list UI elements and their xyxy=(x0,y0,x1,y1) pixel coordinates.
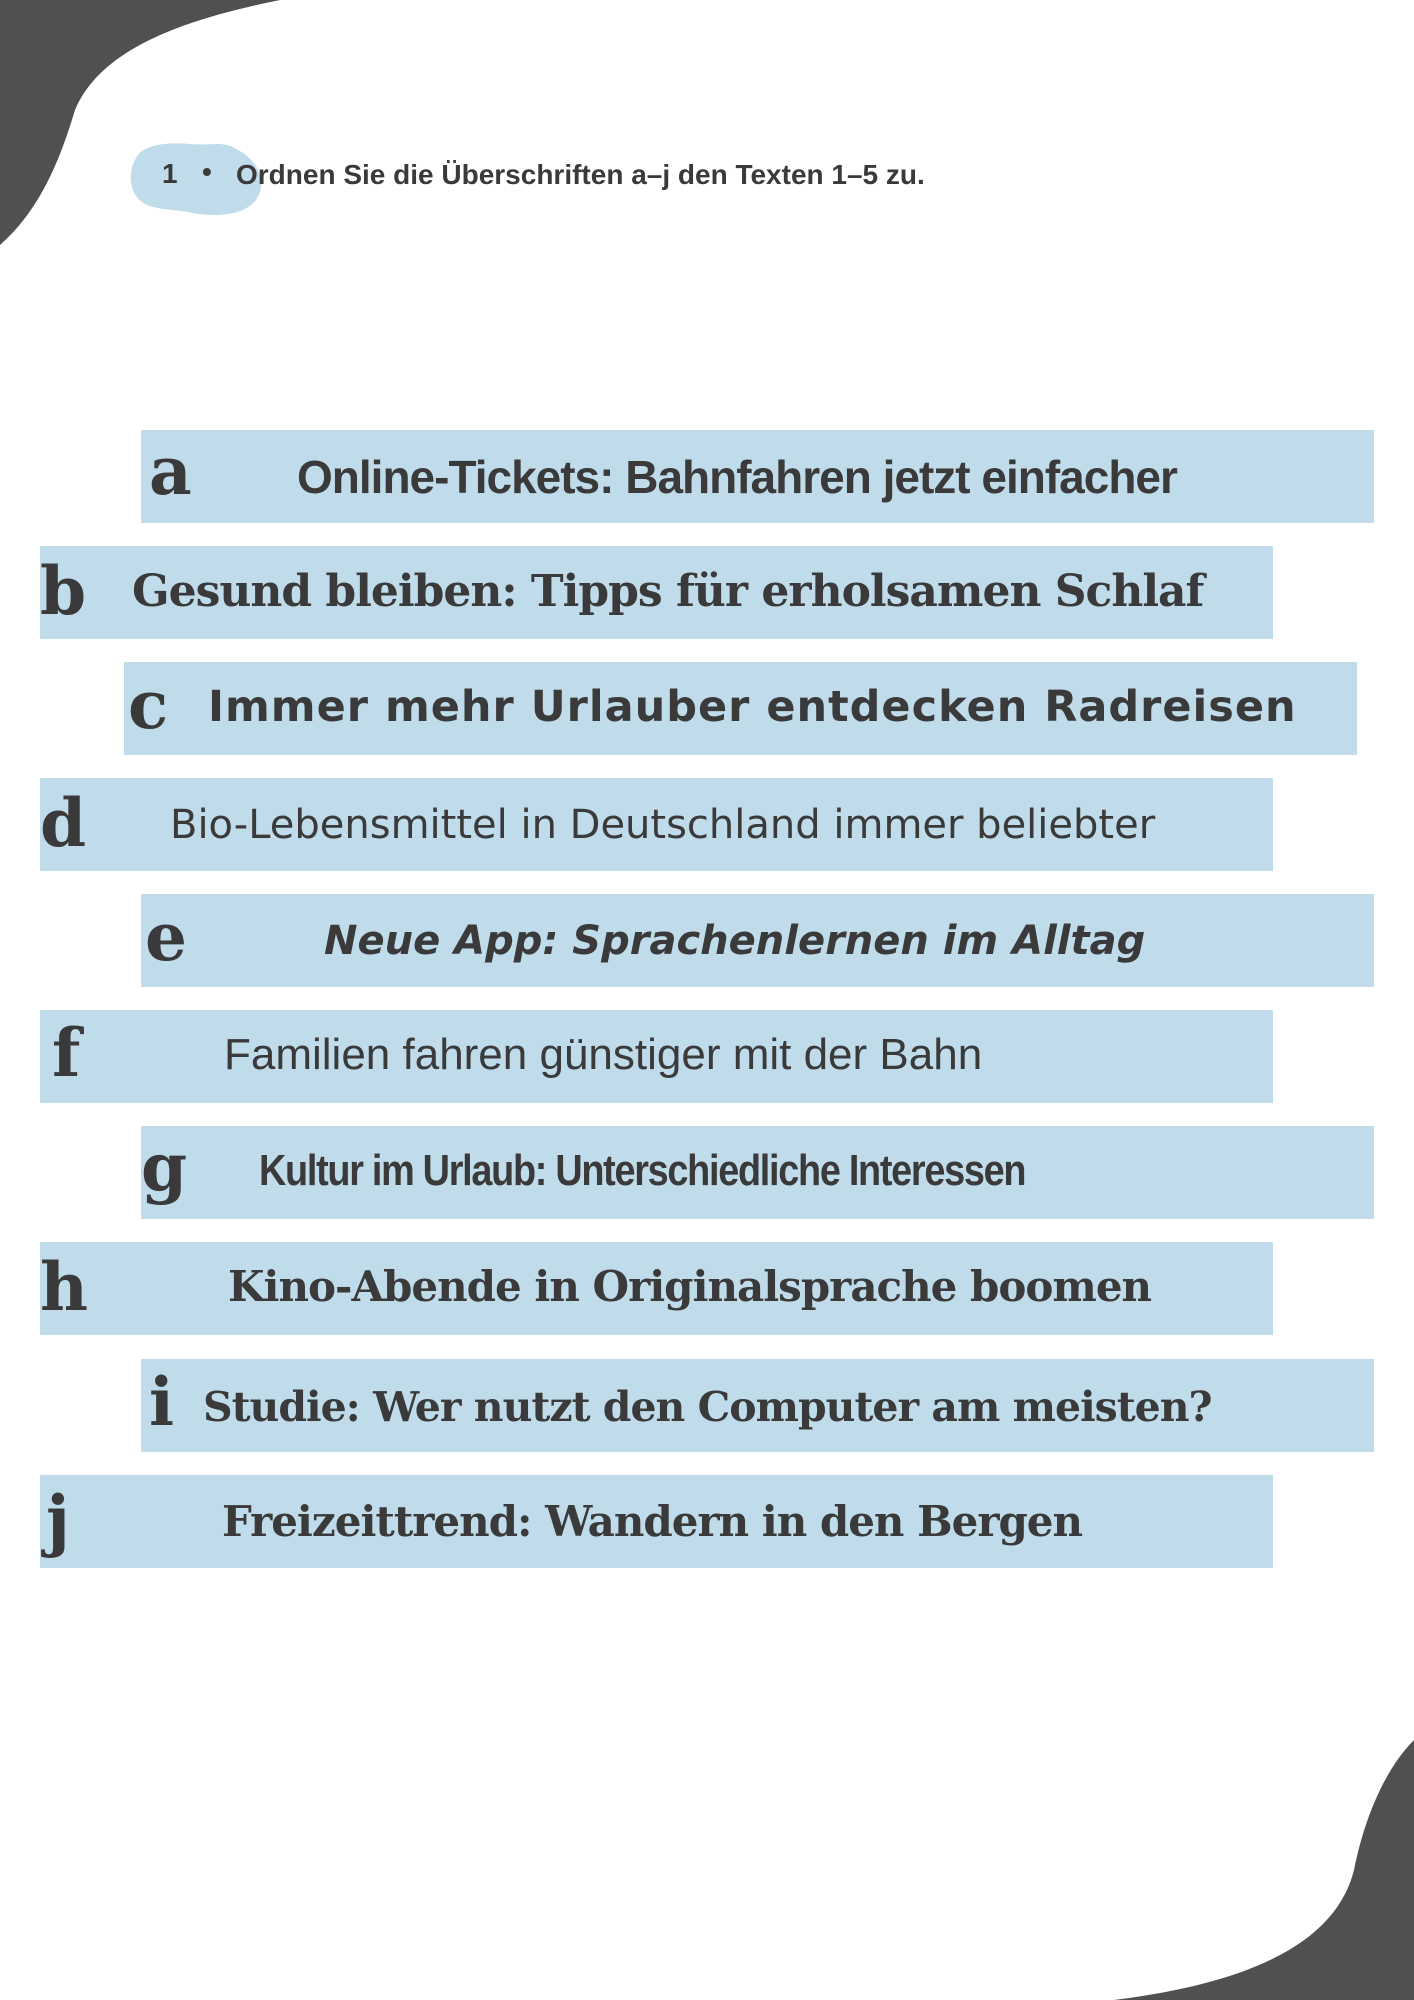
heading-text-j: Freizeittrend: Wandern in den Bergen xyxy=(222,1497,1083,1546)
heading-i xyxy=(141,1359,1374,1452)
heading-f xyxy=(40,1010,1273,1103)
heading-letter-i: i xyxy=(149,1363,175,1441)
heading-letter-h: h xyxy=(40,1248,88,1326)
heading-b xyxy=(40,546,1273,639)
heading-letter-g: g xyxy=(141,1128,188,1206)
heading-letter-b: b xyxy=(40,552,87,630)
corner-blob-bottom-right xyxy=(1114,1740,1414,2000)
heading-h xyxy=(40,1242,1273,1335)
heading-text-d: Bio-Lebensmittel in Deutschland immer beliebter xyxy=(170,802,1156,848)
heading-text-a: Online-Tickets: Bahnfahren jetzt einfacher xyxy=(297,451,1177,503)
heading-letter-f: f xyxy=(52,1014,81,1092)
bullet-separator: • xyxy=(202,156,212,187)
heading-text-c: Immer mehr Urlauber entdecken Radreisen xyxy=(208,682,1297,732)
heading-text-g: Kultur im Urlaub: Unterschiedliche Interessen xyxy=(259,1146,1026,1195)
heading-text-e: Neue App: Sprachenlernen im Alltag xyxy=(324,918,1146,964)
heading-g xyxy=(141,1126,1374,1219)
heading-text-i: Studie: Wer nutzt den Computer am meisten? xyxy=(203,1383,1212,1431)
heading-text-f: Familien fahren günstiger mit der Bahn xyxy=(224,1030,983,1079)
instruction-text: Ordnen Sie die Überschriften a–j den Texten 1–5 zu. xyxy=(236,159,925,190)
heading-d xyxy=(40,778,1273,871)
heading-c xyxy=(124,662,1357,755)
heading-j xyxy=(40,1475,1273,1568)
heading-letter-j: j xyxy=(46,1481,70,1559)
heading-a xyxy=(141,430,1374,523)
heading-letter-a: a xyxy=(149,432,192,510)
heading-letter-c: c xyxy=(128,666,169,744)
heading-text-h: Kino-Abende in Originalsprache boomen xyxy=(228,1262,1152,1311)
exercise-instruction xyxy=(128,138,1128,218)
heading-letter-d: d xyxy=(40,784,87,862)
exercise-number: 1 xyxy=(162,158,178,189)
heading-letter-e: e xyxy=(145,898,187,976)
heading-e xyxy=(141,894,1374,987)
heading-text-b: Gesund bleiben: Tipps für erholsamen Schlaf xyxy=(132,566,1204,617)
